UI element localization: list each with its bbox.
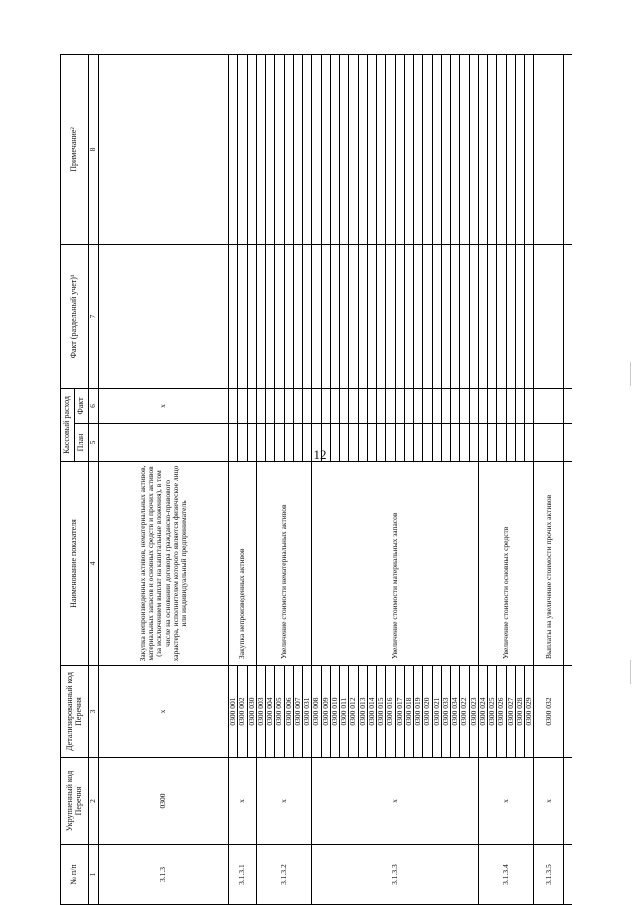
detailed-code: 0300 023 [469,666,478,758]
empty-cell [432,424,441,462]
empty-cell [247,388,256,423]
detailed-code: 0300 020 [423,666,432,758]
expenditure-table [60,54,572,905]
empty-cell [229,388,238,423]
empty-cell [275,424,284,462]
page-number: 12 [313,447,327,462]
header-row-number: № п/п [61,845,89,905]
empty-cell [330,54,339,244]
column-number: 6 [89,388,99,423]
empty-cell [340,424,349,462]
detailed-code: 0300 018 [404,666,413,758]
empty-cell [229,244,238,388]
detailed-code: 0300 019 [414,666,423,758]
empty-cell [432,388,441,423]
detailed-code: 0300 033 [441,666,450,758]
empty-cell [515,388,524,423]
empty-cell [284,244,293,388]
empty-cell [488,54,497,244]
empty-cell [478,244,487,388]
empty-cell [386,388,395,423]
empty-cell [256,54,265,244]
empty-cell [395,388,404,423]
header-fact-separate: Факт (раздельный учет)¹ [61,244,89,388]
detailed-code: 0300 030 [247,666,256,758]
empty-cell [303,388,312,423]
empty-cell [358,244,367,388]
empty-cell [525,54,534,244]
empty-cell [247,54,256,244]
detailed-code: 0300 011 [340,666,349,758]
indicator-name: Закупка непроизведенных активов, нематериальных активов, материальных запасов и основных средств и прочих активов (за исключением выплат на капитальные вложения), в том числе на основании договора гражданско-правового характера, исполнителем которого является физическое лицо или индивидуальный предприниматель [99,462,229,666]
empty-cell [395,424,404,462]
margin-mark [630,362,631,386]
empty-cell [469,54,478,244]
empty-cell [284,424,293,462]
empty-cell [497,54,506,244]
empty-cell [404,244,413,388]
empty-cell [303,424,312,462]
empty-cell [99,244,229,388]
row-number: 3.1.3 [99,845,229,905]
empty-cell [312,424,321,462]
empty-cell [238,424,247,462]
column-number: 1 [89,845,99,905]
header-note: Примечание² [61,54,89,244]
empty-cell [303,244,312,388]
empty-cell [423,244,432,388]
empty-cell [564,54,573,244]
empty-cell [367,424,376,462]
detailed-code: 0300 032 [534,666,564,758]
empty-cell [506,244,515,388]
row-number: 3.1.3.1 [229,845,257,905]
empty-cell [414,54,423,244]
empty-cell [266,244,275,388]
empty-cell [414,388,423,423]
empty-cell [367,388,376,423]
empty-cell [256,244,265,388]
empty-cell [386,54,395,244]
empty-cell [99,54,229,244]
empty-cell [534,424,564,462]
detailed-code: 0300 008 [312,666,321,758]
detailed-code: 0300 006 [284,666,293,758]
header-detailed-code: Детализированный код Перечня [61,666,89,758]
row-number: 3.1.3.3 [312,845,479,905]
row-number: 3.1.3.4 [478,845,534,905]
empty-cell [321,244,330,388]
empty-cell [564,388,573,423]
empty-cell [284,54,293,244]
indicator-name: Увеличение стоимости материальных запасов [312,462,479,666]
empty-cell [321,424,330,462]
table-body [99,54,573,904]
empty-cell [451,54,460,244]
empty-cell [478,424,487,462]
empty-cell [275,244,284,388]
empty-cell [256,424,265,462]
column-number: 7 [89,244,99,388]
indicator-name: Выплаты на увеличение стоимости прочих активов [534,462,564,666]
empty-cell [414,424,423,462]
aggregated-code: x [312,758,479,845]
table-row [478,54,487,904]
empty-cell [564,462,573,666]
header-aggregated-code: Укрупненный код Перечня [61,758,89,845]
header-cash-expense: Кассовый расход [61,388,75,461]
empty-cell [460,54,469,244]
empty-cell [256,388,265,423]
empty-cell [488,244,497,388]
empty-cell [534,388,564,423]
empty-cell [506,424,515,462]
empty-cell [478,54,487,244]
empty-cell [395,54,404,244]
detailed-code: 0300 027 [506,666,515,758]
empty-cell [349,388,358,423]
empty-cell [441,388,450,423]
column-number-row [89,54,99,904]
empty-cell [358,388,367,423]
empty-cell [469,424,478,462]
empty-cell [367,54,376,244]
header-plan: План [75,424,89,462]
empty-cell [534,54,564,244]
empty-cell [423,388,432,423]
empty-cell [229,424,238,462]
empty-cell [404,388,413,423]
indicator-name: Увеличение стоимости нематериальных активов [256,462,312,666]
empty-cell [229,54,238,244]
empty-cell [266,54,275,244]
detailed-code: 0300 015 [377,666,386,758]
empty-cell [478,388,487,423]
empty-cell [377,424,386,462]
empty-cell [515,244,524,388]
detailed-code: 0300 029 [525,666,534,758]
empty-cell [432,54,441,244]
empty-cell [247,424,256,462]
empty-cell [404,54,413,244]
empty-cell [506,388,515,423]
empty-cell [423,424,432,462]
empty-cell [564,845,573,905]
empty-cell [349,54,358,244]
detailed-code: 0300 012 [349,666,358,758]
empty-cell [515,54,524,244]
empty-cell [506,54,515,244]
row-number: 3.1.3.2 [256,845,312,905]
empty-cell [377,388,386,423]
empty-cell [423,54,432,244]
empty-cell [460,424,469,462]
detailed-code: 0300 016 [386,666,395,758]
empty-cell [293,388,302,423]
column-number: 4 [89,462,99,666]
detailed-code: 0300 009 [321,666,330,758]
empty-cell [275,388,284,423]
detailed-code: 0300 004 [266,666,275,758]
detailed-code: 0300 003 [256,666,265,758]
margin-mark [630,660,631,684]
table-row [564,54,573,904]
empty-cell [451,244,460,388]
column-number: 3 [89,666,99,758]
empty-cell [564,666,573,758]
detailed-code: 0300 026 [497,666,506,758]
empty-cell [534,244,564,388]
empty-cell [460,244,469,388]
empty-cell [293,424,302,462]
table-row [99,54,229,904]
empty-cell [488,388,497,423]
empty-cell [284,388,293,423]
empty-cell [303,54,312,244]
table-header [61,54,99,904]
fact-value: x [99,388,229,423]
empty-cell [238,388,247,423]
empty-cell [377,244,386,388]
empty-cell [358,54,367,244]
empty-cell [330,388,339,423]
empty-cell [497,244,506,388]
detailed-code: 0300 034 [451,666,460,758]
empty-cell [358,424,367,462]
column-number: 8 [89,54,99,244]
empty-cell [404,424,413,462]
detailed-code: 0300 025 [488,666,497,758]
empty-cell [238,244,247,388]
empty-cell [441,424,450,462]
detailed-code: 0300 010 [330,666,339,758]
empty-cell [293,54,302,244]
column-number: 5 [89,424,99,462]
empty-cell [564,758,573,845]
detailed-code: 0300 022 [460,666,469,758]
detailed-code: 0300 005 [275,666,284,758]
empty-cell [497,424,506,462]
empty-cell [330,244,339,388]
empty-cell [432,244,441,388]
column-number: 2 [89,758,99,845]
empty-cell [275,54,284,244]
empty-cell [525,244,534,388]
empty-cell [497,388,506,423]
indicator-name: Закупка непроизведенных активов [229,462,257,666]
empty-cell [247,244,256,388]
empty-cell [441,244,450,388]
empty-cell [293,244,302,388]
empty-cell [564,244,573,388]
table-row [229,54,238,904]
empty-cell [340,388,349,423]
empty-cell [349,424,358,462]
aggregated-code: x [256,758,312,845]
detailed-code: 0300 013 [358,666,367,758]
empty-cell [266,388,275,423]
empty-cell [367,244,376,388]
empty-cell [460,388,469,423]
header-fact: Факт [75,388,89,423]
empty-cell [469,244,478,388]
empty-cell [386,424,395,462]
indicator-name: Увеличение стоимости основных средств [478,462,534,666]
header-indicator-name: Наименование показателя [61,462,89,666]
empty-cell [266,424,275,462]
empty-cell [340,54,349,244]
empty-cell [99,424,229,462]
empty-cell [451,388,460,423]
empty-cell [564,424,573,462]
empty-cell [340,244,349,388]
aggregated-code: x [229,758,257,845]
empty-cell [377,54,386,244]
detailed-code: 0300 031 [303,666,312,758]
table-row [256,54,265,904]
empty-cell [441,54,450,244]
table-row [534,54,564,904]
row-number: 3.1.3.5 [534,845,564,905]
empty-cell [414,244,423,388]
empty-cell [469,388,478,423]
detailed-code: 0300 028 [515,666,524,758]
detailed-code: 0300 024 [478,666,487,758]
table-row [312,54,321,904]
aggregated-code: x [478,758,534,845]
empty-cell [525,388,534,423]
empty-cell [321,54,330,244]
empty-cell [330,424,339,462]
empty-cell [312,388,321,423]
detailed-code: 0300 017 [395,666,404,758]
empty-cell [451,424,460,462]
empty-cell [312,244,321,388]
empty-cell [488,424,497,462]
empty-cell [395,244,404,388]
empty-cell [312,54,321,244]
empty-cell [525,424,534,462]
detailed-code: x [99,666,229,758]
empty-cell [321,388,330,423]
detailed-code: 0300 014 [367,666,376,758]
aggregated-code: 0300 [99,758,229,845]
detailed-code: 0300 021 [432,666,441,758]
detailed-code: 0300 001 [229,666,238,758]
empty-cell [386,244,395,388]
detailed-code: 0300 002 [238,666,247,758]
empty-cell [238,54,247,244]
empty-cell [515,424,524,462]
detailed-code: 0300 007 [293,666,302,758]
empty-cell [349,244,358,388]
aggregated-code: x [534,758,564,845]
